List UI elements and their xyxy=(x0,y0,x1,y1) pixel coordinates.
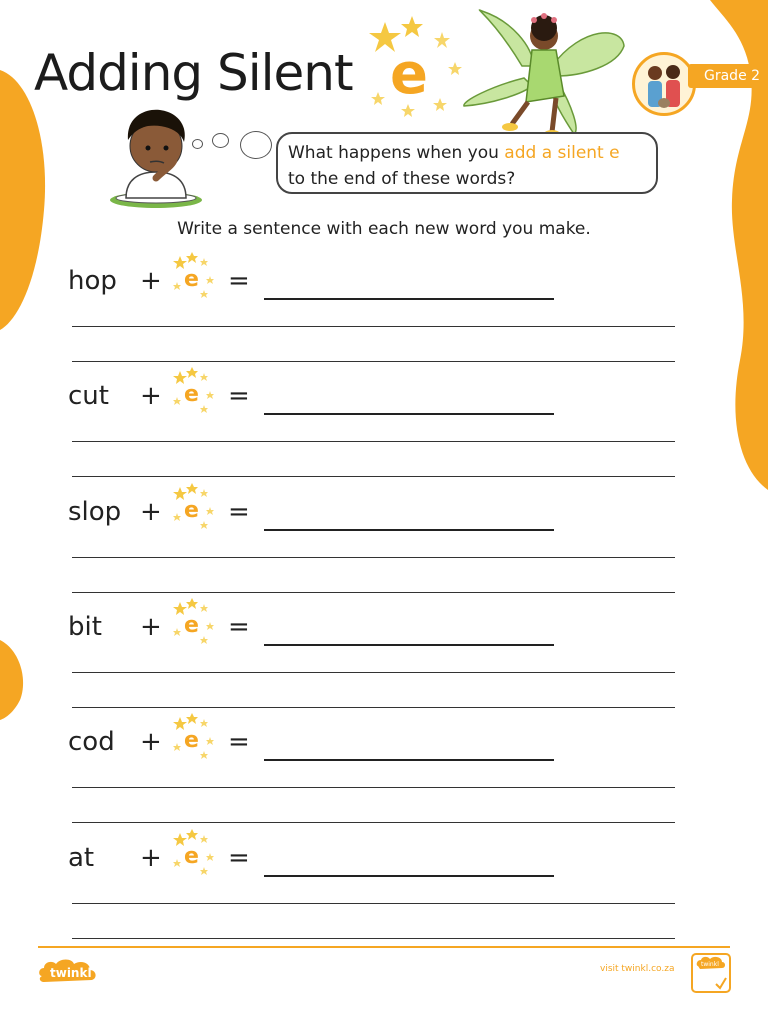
question-bubble xyxy=(276,132,658,194)
base-word: cut xyxy=(68,381,109,411)
silent-e-letter: e xyxy=(184,844,199,869)
thought-bubble-large xyxy=(240,131,272,159)
answer-line[interactable] xyxy=(264,644,554,646)
silent-e-star-icon xyxy=(168,827,218,877)
silent-e-star-icon xyxy=(168,711,218,761)
answer-line[interactable] xyxy=(264,298,554,300)
thinking-boy-illustration xyxy=(104,100,204,210)
instruction-text: Write a sentence with each new word you make. xyxy=(177,219,591,239)
sentence-line[interactable] xyxy=(72,938,675,939)
exercise-row xyxy=(0,266,768,376)
equals-sign: = xyxy=(228,266,250,296)
equals-sign: = xyxy=(228,843,250,873)
exercise-row xyxy=(0,843,768,953)
equals-sign: = xyxy=(228,497,250,527)
sentence-line[interactable] xyxy=(72,592,675,593)
grade-avatar xyxy=(632,52,696,116)
plus-sign: + xyxy=(140,843,162,873)
sentence-line[interactable] xyxy=(72,441,675,442)
plus-sign: + xyxy=(140,612,162,642)
plus-sign: + xyxy=(140,497,162,527)
plus-sign: + xyxy=(140,381,162,411)
exercise-row xyxy=(0,497,768,607)
children-icon xyxy=(635,55,693,113)
equals-sign: = xyxy=(228,727,250,757)
answer-line[interactable] xyxy=(264,875,554,877)
sentence-line[interactable] xyxy=(72,672,675,673)
silent-e-letter: e xyxy=(184,267,199,292)
question-text-1: What happens when you xyxy=(288,143,505,163)
silent-e-letter: e xyxy=(184,613,199,638)
sentence-line[interactable] xyxy=(72,787,675,788)
plus-sign: + xyxy=(140,727,162,757)
base-word: at xyxy=(68,843,95,873)
quality-badge-icon xyxy=(690,952,732,994)
sentence-line[interactable] xyxy=(72,557,675,558)
sentence-line[interactable] xyxy=(72,903,675,904)
twinkl-logo xyxy=(36,956,100,988)
plus-sign: + xyxy=(140,266,162,296)
title-silent-e: e xyxy=(390,42,428,107)
sentence-line[interactable] xyxy=(72,476,675,477)
answer-line[interactable] xyxy=(264,413,554,415)
base-word: slop xyxy=(68,497,122,527)
question-highlight: add a silent e xyxy=(504,143,620,163)
exercise-row xyxy=(0,612,768,722)
page-title: Adding Silent xyxy=(34,44,353,102)
fairy-illustration xyxy=(452,6,632,146)
thought-bubble-small xyxy=(192,139,203,149)
silent-e-letter: e xyxy=(184,498,199,523)
visit-link[interactable]: visit twinkl.co.za xyxy=(600,964,675,974)
silent-e-star-icon xyxy=(168,596,218,646)
sentence-line[interactable] xyxy=(72,361,675,362)
thought-bubble-medium xyxy=(212,133,229,148)
logo-text: twinkl xyxy=(50,966,92,980)
grade-badge: Grade 2 xyxy=(688,64,768,88)
answer-line[interactable] xyxy=(264,529,554,531)
question-text-2: to the end of these words? xyxy=(288,169,516,189)
silent-e-star-icon xyxy=(168,481,218,531)
sentence-line[interactable] xyxy=(72,822,675,823)
sentence-line[interactable] xyxy=(72,707,675,708)
equals-sign: = xyxy=(228,612,250,642)
sentence-line[interactable] xyxy=(72,326,675,327)
equals-sign: = xyxy=(228,381,250,411)
silent-e-letter: e xyxy=(184,382,199,407)
silent-e-star-icon xyxy=(168,250,218,300)
footer-divider xyxy=(38,946,730,948)
base-word: cod xyxy=(68,727,115,757)
exercise-row xyxy=(0,381,768,491)
silent-e-star-icon xyxy=(168,365,218,415)
silent-e-letter: e xyxy=(184,728,199,753)
base-word: bit xyxy=(68,612,102,642)
exercise-row xyxy=(0,727,768,837)
answer-line[interactable] xyxy=(264,759,554,761)
base-word: hop xyxy=(68,266,117,296)
badge-logo-text: twinkl xyxy=(701,961,719,968)
